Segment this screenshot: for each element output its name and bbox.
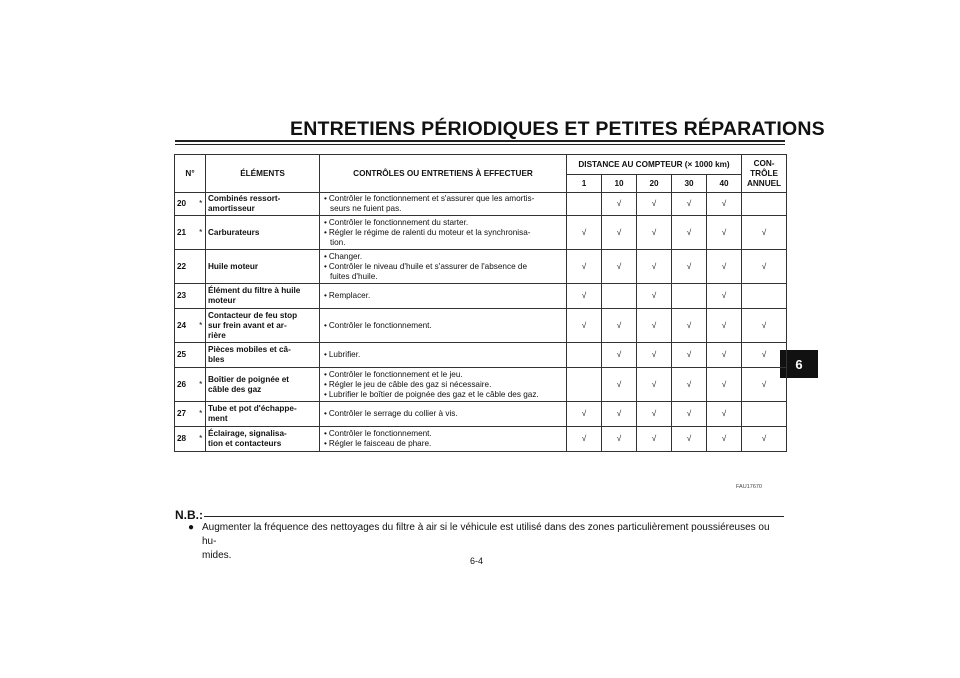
note-text: Augmenter la fréquence des nettoyages du filtre à air si le véhicule est utilisé dans des zones particulièrement poussiéreuses ou hu- mides. bbox=[202, 522, 770, 561]
controls-list bbox=[322, 409, 564, 419]
dealer-asterisk bbox=[197, 343, 206, 368]
dealer-asterisk bbox=[197, 284, 206, 309]
check-mark: √ bbox=[707, 250, 742, 284]
element-name: Élément du filtre à huile moteur bbox=[206, 284, 320, 309]
check-mark: √ bbox=[742, 309, 787, 343]
control-item: • Régler le faisceau de phare. bbox=[322, 439, 564, 449]
table-row bbox=[175, 284, 787, 309]
controls-list bbox=[322, 194, 564, 214]
bullet-icon: ● bbox=[188, 522, 195, 533]
control-item: • Lubrifier. bbox=[322, 350, 564, 360]
dealer-asterisk: * bbox=[197, 402, 206, 427]
check-mark: √ bbox=[707, 402, 742, 427]
control-item: • Contrôler le fonctionnement du starter. bbox=[322, 218, 564, 228]
control-item: • Régler le régime de ralenti du moteur et la synchronisa- tion. bbox=[322, 228, 564, 248]
row-number: 22 bbox=[175, 250, 197, 284]
controls-cell bbox=[320, 343, 567, 368]
title-rule-thin bbox=[175, 144, 785, 145]
control-item: • Régler le jeu de câble des gaz si nécessaire. bbox=[322, 380, 564, 390]
dealer-asterisk: * bbox=[197, 368, 206, 402]
dealer-asterisk: * bbox=[197, 427, 206, 452]
check-mark bbox=[742, 284, 787, 309]
element-name: Combinés ressort- amortisseur bbox=[206, 193, 320, 216]
header-distance-40: 40 bbox=[707, 175, 742, 193]
control-item: • Remplacer. bbox=[322, 291, 564, 301]
check-mark bbox=[567, 343, 602, 368]
row-number: 25 bbox=[175, 343, 197, 368]
check-mark: √ bbox=[672, 402, 707, 427]
check-mark: √ bbox=[672, 193, 707, 216]
table-row bbox=[175, 343, 787, 368]
controls-list bbox=[322, 252, 564, 282]
check-mark: √ bbox=[672, 309, 707, 343]
title-rule bbox=[175, 140, 785, 142]
element-name: Boîtier de poignée et câble des gaz bbox=[206, 368, 320, 402]
dealer-asterisk: * bbox=[197, 193, 206, 216]
controls-cell bbox=[320, 427, 567, 452]
row-number: 28 bbox=[175, 427, 197, 452]
table-row bbox=[175, 402, 787, 427]
check-mark: √ bbox=[602, 250, 637, 284]
row-number: 21 bbox=[175, 216, 197, 250]
check-mark: √ bbox=[672, 216, 707, 250]
check-mark: √ bbox=[707, 216, 742, 250]
check-mark: √ bbox=[637, 427, 672, 452]
table-row bbox=[175, 309, 787, 343]
header-distance-30: 30 bbox=[672, 175, 707, 193]
controls-cell bbox=[320, 250, 567, 284]
check-mark: √ bbox=[602, 343, 637, 368]
check-mark: √ bbox=[637, 402, 672, 427]
table-row bbox=[175, 368, 787, 402]
row-number: 20 bbox=[175, 193, 197, 216]
table-row bbox=[175, 250, 787, 284]
controls-list bbox=[322, 321, 564, 331]
check-mark: √ bbox=[637, 193, 672, 216]
controls-list bbox=[322, 218, 564, 248]
dealer-asterisk bbox=[197, 250, 206, 284]
note-label: N.B.: bbox=[175, 508, 203, 522]
table-row bbox=[175, 427, 787, 452]
row-number: 26 bbox=[175, 368, 197, 402]
controls-cell bbox=[320, 284, 567, 309]
document-code: FAU17670 bbox=[736, 484, 762, 490]
check-mark bbox=[602, 284, 637, 309]
check-mark: √ bbox=[602, 368, 637, 402]
controls-list bbox=[322, 350, 564, 360]
control-item: • Changer. bbox=[322, 252, 564, 262]
check-mark: √ bbox=[707, 368, 742, 402]
row-number: 23 bbox=[175, 284, 197, 309]
page-title: ENTRETIENS PÉRIODIQUES ET PETITES RÉPARATIONS bbox=[290, 118, 825, 140]
check-mark: √ bbox=[672, 427, 707, 452]
check-mark: √ bbox=[602, 309, 637, 343]
controls-list bbox=[322, 370, 564, 400]
controls-cell bbox=[320, 402, 567, 427]
check-mark bbox=[567, 193, 602, 216]
dealer-asterisk: * bbox=[197, 309, 206, 343]
check-mark: √ bbox=[637, 343, 672, 368]
page-number: 6-4 bbox=[470, 556, 484, 566]
check-mark: √ bbox=[672, 343, 707, 368]
check-mark: √ bbox=[602, 216, 637, 250]
check-mark: √ bbox=[567, 309, 602, 343]
control-item: • Contrôler le fonctionnement et s'assurer que les amortis- seurs ne fuient pas. bbox=[322, 194, 564, 214]
header-controls: CONTRÔLES OU ENTRETIENS À EFFECTUER bbox=[320, 155, 567, 193]
control-item: • Lubrifier le boîtier de poignée des gaz et le câble des gaz. bbox=[322, 390, 564, 400]
check-mark: √ bbox=[602, 193, 637, 216]
check-mark: √ bbox=[637, 250, 672, 284]
check-mark: √ bbox=[742, 368, 787, 402]
chapter-tab: 6 bbox=[780, 350, 818, 378]
table-row bbox=[175, 216, 787, 250]
header-distance-10: 10 bbox=[602, 175, 637, 193]
control-item: • Contrôler le fonctionnement. bbox=[322, 321, 564, 331]
check-mark: √ bbox=[742, 343, 787, 368]
controls-cell bbox=[320, 193, 567, 216]
check-mark bbox=[567, 368, 602, 402]
check-mark: √ bbox=[637, 368, 672, 402]
check-mark: √ bbox=[567, 427, 602, 452]
check-mark: √ bbox=[567, 250, 602, 284]
header-annual: CON- TRÔLE ANNUEL bbox=[742, 155, 787, 193]
check-mark: √ bbox=[707, 284, 742, 309]
element-name: Carburateurs bbox=[206, 216, 320, 250]
check-mark: √ bbox=[742, 216, 787, 250]
controls-cell bbox=[320, 216, 567, 250]
note bbox=[188, 521, 784, 563]
table-row bbox=[175, 193, 787, 216]
controls-list bbox=[322, 429, 564, 449]
control-item: • Contrôler le niveau d'huile et s'assurer de l'absence de fuites d'huile. bbox=[322, 262, 564, 282]
maintenance-table bbox=[174, 154, 787, 452]
note-rule bbox=[204, 516, 784, 517]
control-item: • Contrôler le fonctionnement et le jeu. bbox=[322, 370, 564, 380]
controls-cell bbox=[320, 309, 567, 343]
control-item: • Contrôler le fonctionnement. bbox=[322, 429, 564, 439]
element-name: Éclairage, signalisa- tion et contacteurs bbox=[206, 427, 320, 452]
check-mark: √ bbox=[742, 250, 787, 284]
element-name: Pièces mobiles et câ- bles bbox=[206, 343, 320, 368]
check-mark: √ bbox=[637, 284, 672, 309]
row-number: 27 bbox=[175, 402, 197, 427]
check-mark: √ bbox=[707, 427, 742, 452]
check-mark: √ bbox=[567, 284, 602, 309]
element-name: Contacteur de feu stop sur frein avant et ar- rière bbox=[206, 309, 320, 343]
check-mark: √ bbox=[602, 427, 637, 452]
check-mark: √ bbox=[672, 368, 707, 402]
check-mark: √ bbox=[567, 402, 602, 427]
check-mark: √ bbox=[567, 216, 602, 250]
check-mark: √ bbox=[707, 193, 742, 216]
controls-list bbox=[322, 291, 564, 301]
header-distance-20: 20 bbox=[637, 175, 672, 193]
row-number: 24 bbox=[175, 309, 197, 343]
element-name: Tube et pot d'échappe- ment bbox=[206, 402, 320, 427]
check-mark: √ bbox=[742, 427, 787, 452]
check-mark bbox=[742, 193, 787, 216]
check-mark: √ bbox=[707, 343, 742, 368]
check-mark: √ bbox=[637, 216, 672, 250]
check-mark bbox=[742, 402, 787, 427]
dealer-asterisk: * bbox=[197, 216, 206, 250]
header-element: ÉLÉMENTS bbox=[206, 155, 320, 193]
check-mark: √ bbox=[707, 309, 742, 343]
check-mark bbox=[672, 284, 707, 309]
header-distance: DISTANCE AU COMPTEUR (× 1000 km) bbox=[567, 155, 742, 175]
header-distance-1: 1 bbox=[567, 175, 602, 193]
header-no: N° bbox=[175, 155, 206, 193]
controls-cell bbox=[320, 368, 567, 402]
check-mark: √ bbox=[672, 250, 707, 284]
element-name: Huile moteur bbox=[206, 250, 320, 284]
control-item: • Contrôler le serrage du collier à vis. bbox=[322, 409, 564, 419]
check-mark: √ bbox=[602, 402, 637, 427]
check-mark: √ bbox=[637, 309, 672, 343]
